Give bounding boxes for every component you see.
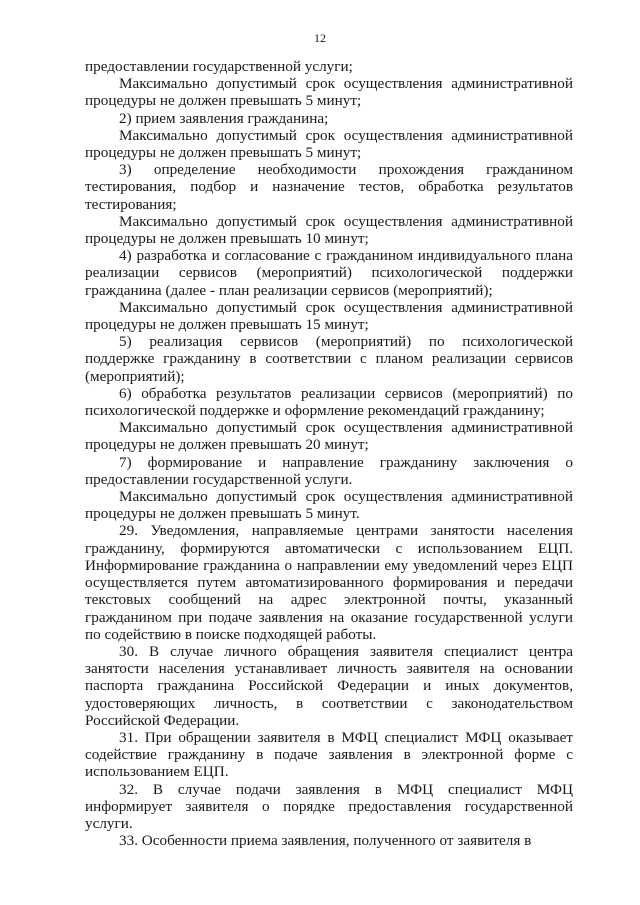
paragraph: 29. Уведомления, направляемые центрами занятости населения гражданину, формируются автоматически с использованием ЕЦП. Информирование гражданина о направлении ему уведомлений через ЕЦП осуществляется путем автоматизированного формирования и передачи текстовых сообщений на адрес электронной почты, указанный гражданином при подаче заявления на оказание государственной услуги по содействию в поиске подходящей работы. — [85, 522, 573, 643]
paragraph: 6) обработка результатов реализации сервисов (мероприятий) по психологической поддержке и оформление рекомендаций гражданину; — [85, 384, 573, 420]
paragraph: 4) разработка и согласование с гражданином индивидуального плана реализации сервисов (мероприятий) психологической поддержки гражданина (далее - план реализации сервисов (мероприятий); — [85, 247, 573, 299]
paragraph: 33. Особенности приема заявления, полученного от заявителя в — [119, 832, 532, 850]
paragraph: Максимально допустимый срок осуществления административной процедуры не должен превышать 20 минут; — [85, 419, 573, 454]
paragraph: Максимально допустимый срок осуществления административной процедуры не должен превышать 5 минут; — [85, 75, 573, 110]
page-number: 12 — [314, 31, 326, 45]
document-body — [85, 58, 573, 849]
paragraph: Максимально допустимый срок осуществления административной процедуры не должен превышать 10 минут; — [85, 212, 573, 248]
paragraph: 30. В случае личного обращения заявителя специалист центра занятости населения устанавливает личность заявителя на основании паспорта гражданина Российской Федерации и иных документов, удостоверяющих личность, в соответствии с законодательством Российской Федерации. — [85, 642, 573, 729]
paragraph: 3) определение необходимости прохождения гражданином тестирования, подбор и назначение тестов, обработка результатов тестирования; — [85, 161, 573, 213]
paragraph: 32. В случае подачи заявления в МФЦ специалист МФЦ информирует заявителя о порядке предоставления государственной услуги. — [85, 780, 573, 832]
paragraph: Максимально допустимый срок осуществления административной процедуры не должен превышать 15 минут; — [85, 298, 573, 334]
paragraph: 7) формирование и направление гражданину заключения о предоставлении государственной услуги. — [85, 453, 573, 488]
paragraph: 2) прием заявления гражданина; — [119, 109, 329, 127]
paragraph: 31. При обращении заявителя в МФЦ специалист МФЦ оказывает содействие гражданину в подаче заявления в электронной форме с использованием ЕЦП. — [85, 728, 573, 781]
paragraph: Максимально допустимый срок осуществления административной процедуры не должен превышать 5 минут. — [85, 488, 573, 523]
paragraph: 5) реализация сервисов (мероприятий) по психологической поддержке гражданину в соответствии с планом реализации сервисов (мероприятий); — [85, 333, 573, 385]
paragraph: предоставлении государственной услуги; — [85, 58, 353, 75]
paragraph: Максимально допустимый срок осуществления административной процедуры не должен превышать 5 минут; — [85, 126, 573, 162]
